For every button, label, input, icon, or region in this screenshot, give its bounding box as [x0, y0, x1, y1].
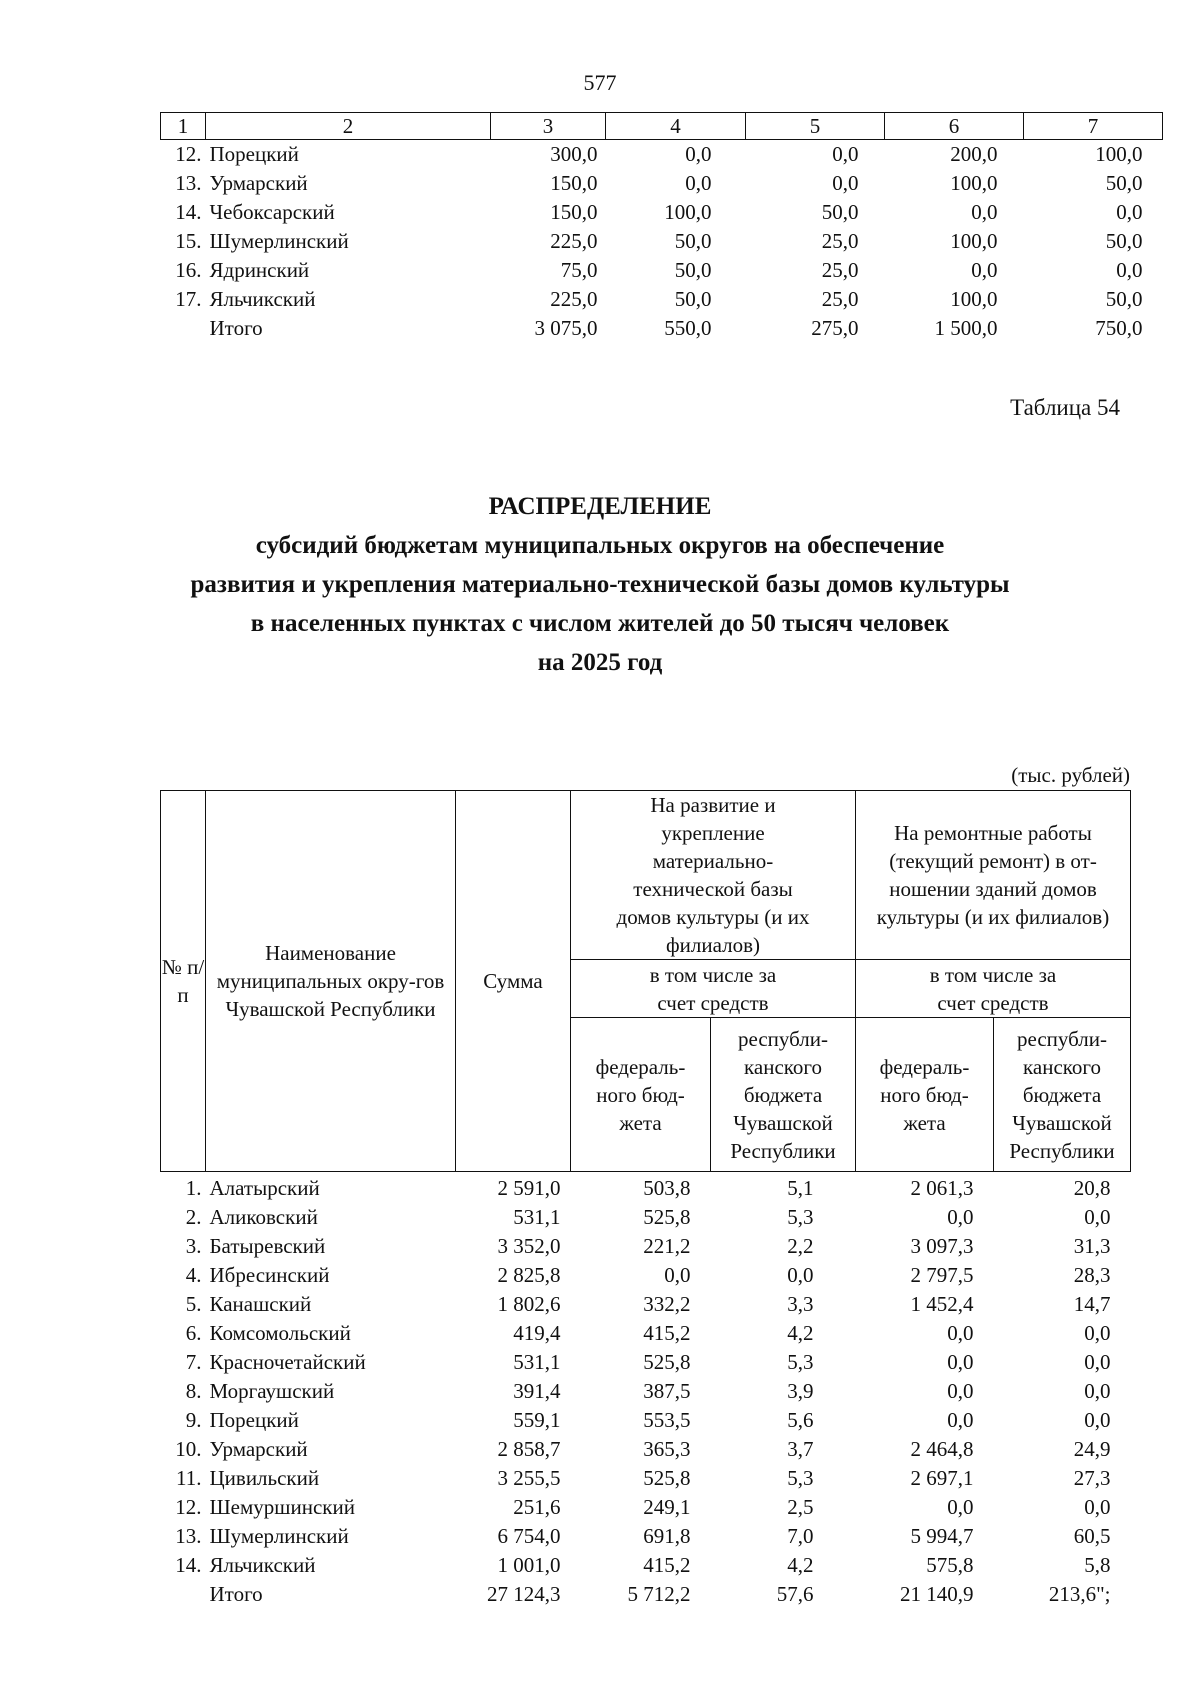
- district-name: Итого: [209, 316, 263, 340]
- value-cell: 0,0: [832, 142, 859, 166]
- value-cell: 3 097,3: [910, 1234, 974, 1258]
- district-name: Моргаушский: [209, 1379, 335, 1403]
- table-row: [161, 1232, 1131, 1261]
- value-cell: 21 140,9: [900, 1582, 974, 1606]
- value-cell: 391,4: [513, 1379, 561, 1403]
- row-index: 13.: [175, 1524, 202, 1548]
- value-cell: 387,5: [643, 1379, 691, 1403]
- row-index: 11.: [176, 1466, 202, 1490]
- table-row: [161, 1377, 1131, 1406]
- district-name: Канашский: [209, 1292, 312, 1316]
- value-cell: 3,3: [787, 1292, 814, 1316]
- district-name: Чебоксарский: [209, 200, 335, 224]
- district-name: Порецкий: [209, 1408, 299, 1432]
- value-cell: 213,6";: [1048, 1582, 1111, 1606]
- value-cell: 531,1: [513, 1350, 561, 1374]
- value-cell: 0,0: [1084, 1495, 1111, 1519]
- row-index: 10.: [175, 1437, 202, 1461]
- value-cell: 225,0: [550, 287, 598, 311]
- value-cell: 0,0: [1084, 1408, 1111, 1432]
- value-cell: 0,0: [971, 200, 998, 224]
- title-line: субсидий бюджетам муниципальных округов на обеспечение: [255, 532, 945, 559]
- value-cell: 691,8: [643, 1524, 691, 1548]
- value-cell: 50,0: [674, 229, 712, 253]
- value-cell: 2 061,3: [910, 1176, 974, 1200]
- value-cell: 14,7: [1073, 1292, 1111, 1316]
- table-row: [161, 1464, 1131, 1493]
- value-cell: 50,0: [821, 200, 859, 224]
- row-index: 17.: [175, 287, 202, 311]
- district-name: Алатырский: [209, 1176, 320, 1200]
- value-cell: 0,0: [947, 1321, 974, 1345]
- header-republic-1: республи-канского бюджета Чувашской Республики: [711, 1018, 856, 1172]
- value-cell: 5 712,2: [627, 1582, 691, 1606]
- value-cell: 100,0: [664, 200, 712, 224]
- row-index: 14.: [175, 200, 202, 224]
- value-cell: 50,0: [1105, 229, 1143, 253]
- value-cell: 5,1: [787, 1176, 814, 1200]
- value-cell: 7,0: [787, 1524, 814, 1548]
- value-cell: 3 352,0: [497, 1234, 561, 1258]
- value-cell: 2 825,8: [497, 1263, 561, 1287]
- district-name: Яльчикский: [209, 1553, 316, 1577]
- district-name: Комсомольский: [209, 1321, 351, 1345]
- row-index: 15.: [175, 229, 202, 253]
- table-row: [161, 314, 1163, 343]
- row-index: 12.: [175, 1495, 202, 1519]
- table-row: [161, 1290, 1131, 1319]
- table-row: [161, 169, 1163, 198]
- title-line: в населенных пунктах с числом жителей до 50 тысяч человек: [250, 610, 950, 637]
- value-cell: 25,0: [821, 258, 859, 282]
- row-index: 14.: [175, 1553, 202, 1577]
- col-number: 3: [491, 113, 606, 140]
- value-cell: 559,1: [513, 1408, 561, 1432]
- table-row: [161, 1261, 1131, 1290]
- value-cell: 1 452,4: [910, 1292, 974, 1316]
- value-cell: 750,0: [1095, 316, 1143, 340]
- col-number: 7: [1024, 113, 1163, 140]
- row-index: [161, 1580, 206, 1609]
- value-cell: 531,1: [513, 1205, 561, 1229]
- district-name: Шумерлинский: [209, 229, 349, 253]
- table-row: [161, 1348, 1131, 1377]
- district-name: Порецкий: [209, 142, 299, 166]
- continuation-table: [160, 112, 1163, 343]
- value-cell: 419,4: [513, 1321, 561, 1345]
- district-name: Урмарский: [209, 1437, 308, 1461]
- value-cell: 28,3: [1073, 1263, 1111, 1287]
- value-cell: 25,0: [821, 229, 859, 253]
- row-index: 5.: [185, 1292, 202, 1316]
- header-including-2: в том числе за счет средств: [856, 960, 1131, 1018]
- value-cell: 225,0: [550, 229, 598, 253]
- row-index: 7.: [185, 1350, 202, 1374]
- row-index: 1.: [185, 1176, 202, 1200]
- value-cell: 1 802,6: [497, 1292, 561, 1316]
- col-number: 6: [885, 113, 1024, 140]
- value-cell: 25,0: [821, 287, 859, 311]
- value-cell: 2 591,0: [497, 1176, 561, 1200]
- table-row: [161, 198, 1163, 227]
- table-row: [161, 1172, 1131, 1204]
- value-cell: 0,0: [685, 142, 712, 166]
- header-federal-2: федераль-ного бюд-жета: [856, 1018, 994, 1172]
- district-name: Батыревский: [209, 1234, 326, 1258]
- table-row: [161, 1319, 1131, 1348]
- row-index: 13.: [175, 171, 202, 195]
- table-row: [161, 227, 1163, 256]
- table-row: [161, 285, 1163, 314]
- value-cell: 100,0: [1095, 142, 1143, 166]
- table-row: [161, 1493, 1131, 1522]
- value-cell: 3 255,5: [497, 1466, 561, 1490]
- value-cell: 50,0: [674, 258, 712, 282]
- value-cell: 1 001,0: [497, 1553, 561, 1577]
- value-cell: 0,0: [971, 258, 998, 282]
- row-index: [161, 314, 206, 343]
- header-no: № п/п: [161, 791, 206, 1172]
- table-row: [161, 140, 1163, 170]
- value-cell: 0,0: [1084, 1205, 1111, 1229]
- value-cell: 0,0: [1084, 1350, 1111, 1374]
- col-number: 4: [606, 113, 746, 140]
- value-cell: 50,0: [1105, 171, 1143, 195]
- col-number: 2: [206, 113, 491, 140]
- value-cell: 503,8: [643, 1176, 691, 1200]
- value-cell: 0,0: [1116, 258, 1143, 282]
- table-row: [161, 256, 1163, 285]
- table-row: [161, 1435, 1131, 1464]
- table-row: [161, 1203, 1131, 1232]
- value-cell: 0,0: [1116, 200, 1143, 224]
- value-cell: 249,1: [643, 1495, 691, 1519]
- district-name: Цивильский: [209, 1466, 320, 1490]
- header-name: Наименование муниципальных окру-гов Чувашской Республики: [206, 791, 456, 1172]
- unit-note: (тыс. рублей): [1011, 763, 1130, 787]
- value-cell: 415,2: [643, 1553, 691, 1577]
- value-cell: 0,0: [947, 1379, 974, 1403]
- value-cell: 150,0: [550, 171, 598, 195]
- district-name: Ибресинский: [209, 1263, 330, 1287]
- district-name: Урмарский: [209, 171, 308, 195]
- value-cell: 2,2: [787, 1234, 814, 1258]
- value-cell: 50,0: [674, 287, 712, 311]
- value-cell: 5,3: [787, 1350, 814, 1374]
- table-row: [161, 1551, 1131, 1580]
- table-row: [161, 1406, 1131, 1435]
- district-name: Яльчикский: [209, 287, 316, 311]
- value-cell: 0,0: [787, 1263, 814, 1287]
- value-cell: 2 797,5: [910, 1263, 974, 1287]
- value-cell: 3 075,0: [534, 316, 598, 340]
- value-cell: 60,5: [1073, 1524, 1111, 1548]
- header-including-1: в том числе за счет средств: [571, 960, 856, 1018]
- table-label: Таблица 54: [1010, 395, 1120, 420]
- row-index: 8.: [185, 1379, 202, 1403]
- value-cell: 57,6: [776, 1582, 814, 1606]
- value-cell: 5 994,7: [910, 1524, 974, 1548]
- value-cell: 5,3: [787, 1466, 814, 1490]
- row-index: 6.: [185, 1321, 202, 1345]
- header-group-repair: На ремонтные работы (текущий ремонт) в от-ношении зданий домов культуры (и их филиалов): [856, 791, 1131, 960]
- value-cell: 1 500,0: [934, 316, 998, 340]
- district-name: Итого: [209, 1582, 263, 1606]
- row-index: 12.: [175, 142, 202, 166]
- title-line: РАСПРЕДЕЛЕНИЕ: [488, 493, 712, 520]
- value-cell: 20,8: [1073, 1176, 1111, 1200]
- col-number: 5: [746, 113, 885, 140]
- value-cell: 100,0: [950, 171, 998, 195]
- row-index: 9.: [185, 1408, 202, 1432]
- value-cell: 100,0: [950, 229, 998, 253]
- district-name: Шумерлинский: [209, 1524, 349, 1548]
- distribution-table: [160, 790, 1131, 1609]
- value-cell: 221,2: [643, 1234, 691, 1258]
- district-name: Аликовский: [209, 1205, 318, 1229]
- row-index: 4.: [185, 1263, 202, 1287]
- value-cell: 5,6: [787, 1408, 814, 1432]
- header-federal-1: федераль-ного бюд-жета: [571, 1018, 711, 1172]
- value-cell: 0,0: [685, 171, 712, 195]
- value-cell: 3,9: [787, 1379, 814, 1403]
- value-cell: 2 697,1: [910, 1466, 974, 1490]
- value-cell: 0,0: [947, 1495, 974, 1519]
- value-cell: 31,3: [1073, 1234, 1111, 1258]
- value-cell: 300,0: [550, 142, 598, 166]
- value-cell: 2 464,8: [910, 1437, 974, 1461]
- column-number-row: [161, 113, 1163, 140]
- value-cell: 6 754,0: [497, 1524, 561, 1548]
- value-cell: 0,0: [832, 171, 859, 195]
- value-cell: 100,0: [950, 287, 998, 311]
- value-cell: 150,0: [550, 200, 598, 224]
- value-cell: 4,2: [787, 1553, 814, 1577]
- col-number: 1: [161, 113, 206, 140]
- value-cell: 2,5: [787, 1495, 814, 1519]
- district-name: Красночетайский: [209, 1350, 366, 1374]
- table-row: [161, 1522, 1131, 1551]
- value-cell: 5,3: [787, 1205, 814, 1229]
- value-cell: 4,2: [787, 1321, 814, 1345]
- value-cell: 525,8: [643, 1350, 691, 1374]
- value-cell: 27,3: [1073, 1466, 1111, 1490]
- value-cell: 525,8: [643, 1466, 691, 1490]
- value-cell: 575,8: [926, 1553, 974, 1577]
- value-cell: 0,0: [947, 1350, 974, 1374]
- value-cell: 2 858,7: [497, 1437, 561, 1461]
- value-cell: 332,2: [643, 1292, 691, 1316]
- value-cell: 0,0: [664, 1263, 691, 1287]
- value-cell: 525,8: [643, 1205, 691, 1229]
- value-cell: 550,0: [664, 316, 712, 340]
- value-cell: 75,0: [560, 258, 598, 282]
- title-line: на 2025 год: [537, 649, 663, 676]
- value-cell: 365,3: [643, 1437, 691, 1461]
- value-cell: 0,0: [1084, 1379, 1111, 1403]
- row-index: 3.: [185, 1234, 202, 1258]
- value-cell: 0,0: [947, 1408, 974, 1432]
- value-cell: 24,9: [1073, 1437, 1111, 1461]
- value-cell: 415,2: [643, 1321, 691, 1345]
- table-row: [161, 1580, 1131, 1609]
- title-line: развития и укрепления материально-технической базы домов культуры: [190, 571, 1010, 598]
- value-cell: 27 124,3: [487, 1582, 561, 1606]
- document-title: [0, 487, 1200, 682]
- header-group-development: На развитие и укрепление материально-технической базы домов культуры (и их филиалов): [571, 791, 856, 960]
- header-republic-2: республи-канского бюджета Чувашской Республики: [994, 1018, 1131, 1172]
- row-index: 2.: [185, 1205, 202, 1229]
- row-index: 16.: [175, 258, 202, 282]
- district-name: Ядринский: [209, 258, 310, 282]
- value-cell: 251,6: [513, 1495, 561, 1519]
- value-cell: 0,0: [1084, 1321, 1111, 1345]
- header-sum: Сумма: [456, 791, 571, 1172]
- value-cell: 275,0: [811, 316, 859, 340]
- value-cell: 3,7: [787, 1437, 814, 1461]
- value-cell: 200,0: [950, 142, 998, 166]
- value-cell: 50,0: [1105, 287, 1143, 311]
- page-number: 577: [583, 70, 617, 95]
- value-cell: 0,0: [947, 1205, 974, 1229]
- value-cell: 553,5: [643, 1408, 691, 1432]
- district-name: Шемуршинский: [209, 1495, 355, 1519]
- value-cell: 5,8: [1084, 1553, 1111, 1577]
